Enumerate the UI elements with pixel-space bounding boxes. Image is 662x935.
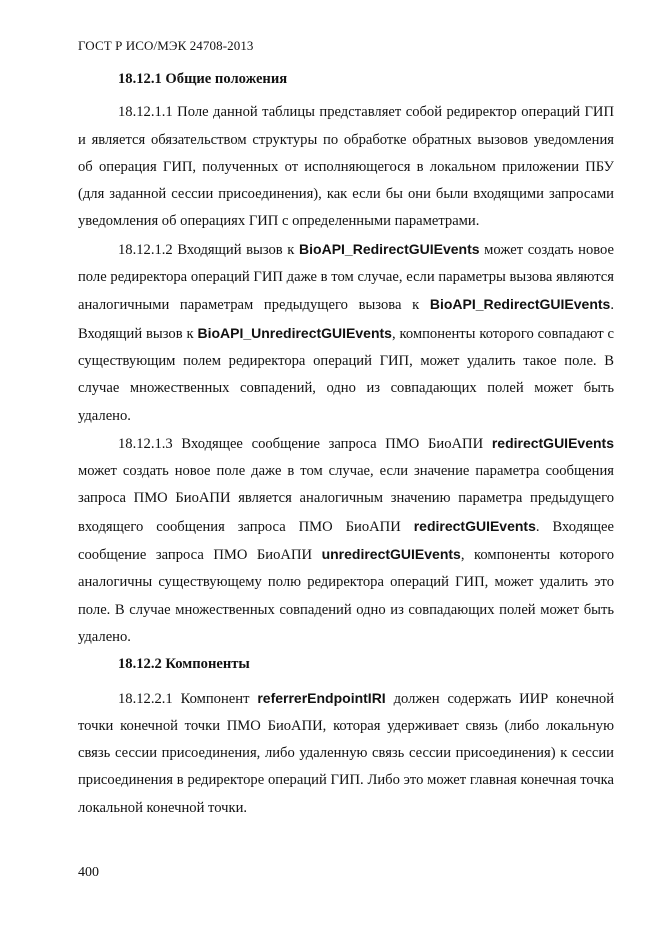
code-term: unredirectGUIEvents — [321, 546, 461, 563]
text-run: 18.12.1.3 Входящее сообщение запроса ПМО БиоАПИ — [118, 435, 492, 452]
paragraph-18-12-2-1 — [78, 685, 614, 822]
paragraph-18-12-1-2 — [78, 236, 614, 430]
code-term: BioAPI_RedirectGUIEvents — [299, 240, 480, 257]
text-run: должен содержать ИИР конечной точки конечной точки ПМО БиоАПИ, которая удерживает связь (либо локальную связь сессии присоединения, либо удаленную связь сессии присоединения) к сессии присоединения в редиректоре операций ГИП. Либо это может главная конечная точка локальной конечной точки. — [78, 690, 615, 816]
code-term: BioAPI_RedirectGUIEvents — [429, 296, 611, 313]
code-term: BioAPI_UnredirectGUIEvents — [197, 324, 392, 341]
code-term: referrerEndpointIRI — [257, 689, 386, 706]
text-run: , компоненты которого совпадают с существующим полем редиректора операций ГИП, может удалить такое поле. В случае множественных совпадений, одно из совпадающих полей может быть удалено. — [78, 325, 614, 424]
text-run: 18.12.1.2 Входящий вызов к — [118, 241, 300, 258]
code-term: redirectGUIEvents — [491, 434, 614, 451]
document-body — [78, 66, 614, 822]
text-run: 18.12.2.1 Компонент — [118, 690, 258, 707]
page-number: 400 — [78, 865, 99, 880]
text-run: , компоненты которого аналогичны существующему полю редиректора операций ГИП, может удалить это поле. В случае множественных совпадений одно из совпадающих полей может быть удалено. — [78, 547, 615, 645]
text-run: . Входящий вызов к — [78, 297, 614, 342]
text-run: может создать новое поле редиректора операций ГИП даже в том случае, если параметры вызова являются аналогичными параметрам предыдущего вызова к — [78, 241, 614, 314]
section-heading-components: 18.12.2 Компоненты — [118, 656, 250, 673]
document-header: ГОСТ Р ИСО/МЭК 24708-2013 — [78, 38, 254, 53]
code-term: redirectGUIEvents — [413, 517, 536, 534]
paragraph-18-12-1-1: 18.12.1.1 Поле данной таблицы представляет собой редиректор операций ГИП и является обязательством структуры по обработке обратных вызовов уведомления об операция ГИП, полученных от исполняющегося в локальном приложении ПБУ (для заданной сессии присоединения), как если бы они были входящими запросами уведомления об операциях ГИП с определенными параметрами. — [78, 104, 614, 230]
paragraph-18-12-1-3 — [78, 430, 614, 651]
text-run: . Входящее сообщение запроса ПМО БиоАПИ — [78, 518, 614, 564]
text-run: может создать новое поле даже в том случае, если значение параметра сообщения запроса ПМО БиоАПИ является аналогичным значению параметра предыдущего входящего сообщения запроса ПМО БиоАПИ — [78, 463, 614, 535]
section-heading-general: 18.12.1 Общие положения — [118, 71, 288, 87]
